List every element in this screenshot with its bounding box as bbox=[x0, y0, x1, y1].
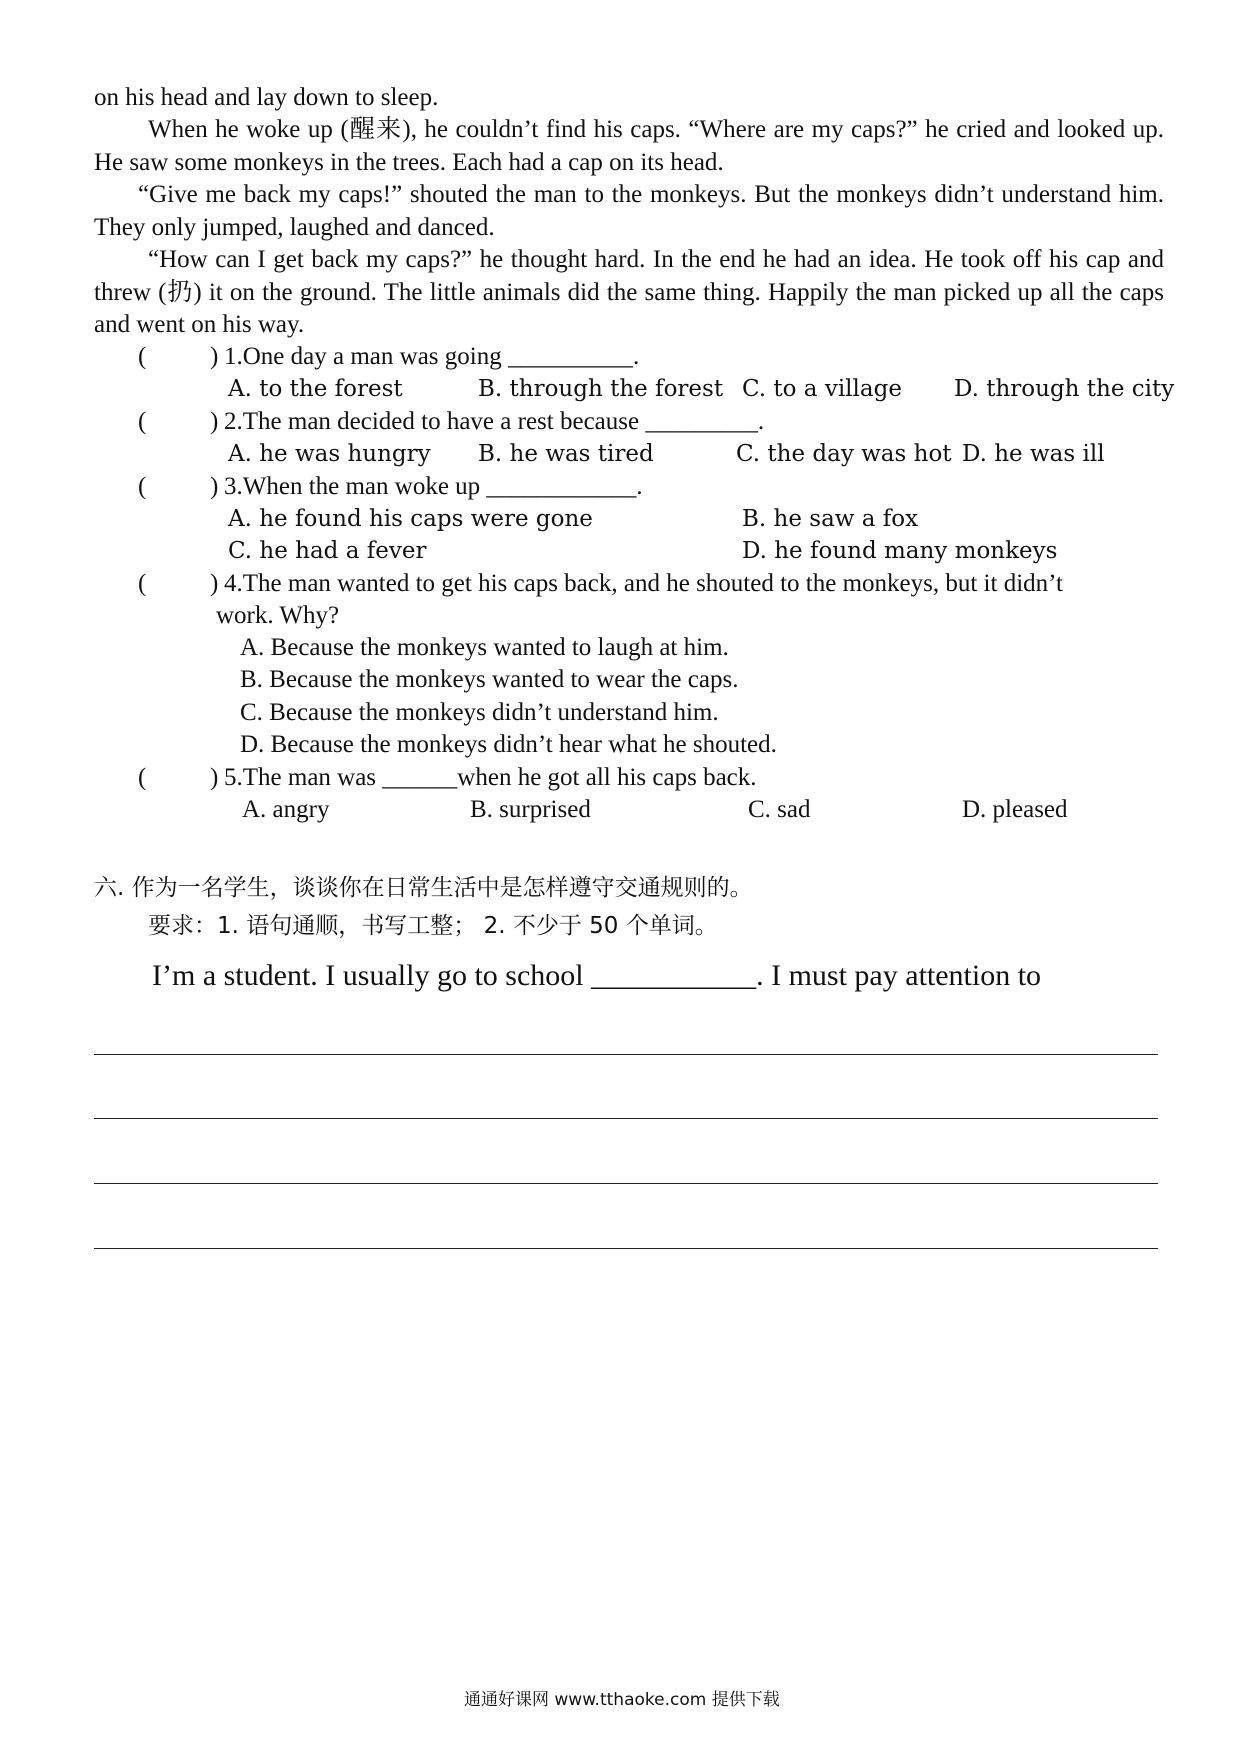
passage-paragraph-3: “How can I get back my caps?” he thought hard. In the end he had an idea. He took off his cap and threw (扔) it on the ground. The little animals did the same thing. Happily the man picked up all the caps and went on his way. bbox=[94, 246, 1164, 338]
answer-bracket-open: ( bbox=[138, 473, 147, 500]
option-b: B. Because the monkeys wanted to wear the caps. bbox=[240, 666, 739, 693]
passage-line-0: on his head and lay down to sleep. bbox=[94, 84, 439, 111]
option-b: B. he was tired bbox=[478, 441, 654, 467]
footer-credit: 通通好课网 www.tthaoke.com 提供下载 bbox=[464, 1690, 780, 1710]
question-stem: 5.The man was ______when he got all his caps back. bbox=[224, 764, 757, 791]
writing-line[interactable] bbox=[94, 1183, 1158, 1184]
answer-bracket-close: ) bbox=[210, 408, 219, 435]
option-d: D. pleased bbox=[962, 796, 1068, 823]
writing-line[interactable] bbox=[94, 1054, 1158, 1055]
option-c: C. the day was hot bbox=[736, 441, 952, 467]
question-stem: 3.When the man woke up ____________. bbox=[224, 473, 643, 500]
answer-bracket-close: ) bbox=[210, 473, 219, 500]
passage bbox=[94, 114, 1164, 342]
option-d: D. Because the monkeys didn’t hear what he shouted. bbox=[240, 731, 777, 758]
option-c: C. to a village bbox=[742, 376, 902, 402]
answer-bracket-close: ) bbox=[210, 764, 219, 791]
section-6-heading: 六. 作为一名学生，谈谈你在日常生活中是怎样遵守交通规则的。 bbox=[94, 875, 753, 901]
option-a: A. Because the monkeys wanted to laugh at him. bbox=[240, 634, 729, 661]
option-a: A. angry bbox=[242, 796, 330, 823]
writing-line[interactable] bbox=[94, 1118, 1158, 1119]
passage-paragraph-2: “Give me back my caps!” shouted the man to the monkeys. But the monkeys didn’t understand him. They only jumped, laughed and danced. bbox=[94, 181, 1164, 241]
option-b: B. through the forest bbox=[478, 376, 724, 402]
option-b: B. surprised bbox=[470, 796, 591, 823]
writing-line[interactable] bbox=[94, 1248, 1158, 1249]
option-d: D. he found many monkeys bbox=[742, 538, 1058, 564]
answer-bracket-open: ( bbox=[138, 408, 147, 435]
option-a: A. he found his caps were gone bbox=[228, 506, 593, 532]
option-b: B. he saw a fox bbox=[742, 506, 919, 532]
option-c: C. he had a fever bbox=[228, 538, 427, 564]
answer-bracket-open: ( bbox=[138, 343, 147, 370]
option-a: A. he was hungry bbox=[228, 441, 431, 467]
passage-paragraph-1: When he woke up (醒来), he couldn’t find his caps. “Where are my caps?” he cried and looked up. He saw some monkeys in the trees. Each had a cap on its head. bbox=[94, 116, 1164, 176]
option-a: A. to the forest bbox=[228, 376, 403, 402]
option-c: C. sad bbox=[748, 796, 811, 823]
answer-bracket-close: ) bbox=[210, 570, 219, 597]
answer-bracket-open: ( bbox=[138, 570, 147, 597]
question-stem: 2.The man decided to have a rest because _________. bbox=[224, 408, 765, 435]
answer-bracket-open: ( bbox=[138, 764, 147, 791]
question-stem: 1.One day a man was going __________. bbox=[224, 343, 640, 370]
option-d: D. through the city bbox=[954, 376, 1175, 402]
option-d: D. he was ill bbox=[962, 441, 1105, 467]
section-6-requirements: 要求：1. 语句通顺，书写工整； 2. 不少于 50 个单词。 bbox=[148, 913, 718, 939]
question-stem: 4.The man wanted to get his caps back, and he shouted to the monkeys, but it didn’t bbox=[224, 570, 1063, 597]
writing-starter-sentence: I’m a student. I usually go to school ___________. I must pay attention to bbox=[152, 959, 1042, 992]
question-stem-continued: work. Why? bbox=[216, 602, 340, 629]
option-c: C. Because the monkeys didn’t understand him. bbox=[240, 699, 719, 726]
answer-bracket-close: ) bbox=[210, 343, 219, 370]
